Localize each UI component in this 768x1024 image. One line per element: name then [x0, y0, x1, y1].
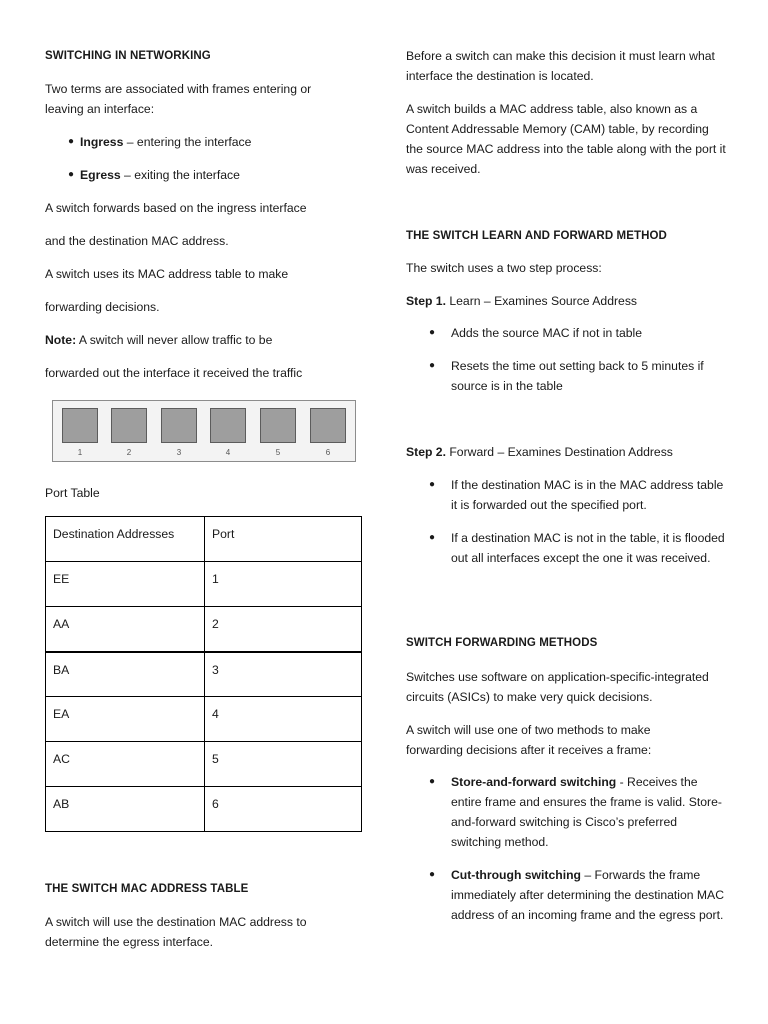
- table-cell-address: EA: [46, 697, 205, 742]
- paragraph-mac-table-line1: A switch uses its MAC address table to make: [45, 267, 289, 281]
- table-header-port: Port: [205, 517, 362, 562]
- bullet-step1-reset: ● Resets the time out setting back to 5 minutes if source is in the table: [429, 356, 729, 396]
- paragraph-two-step: The switch uses a two step process:: [406, 261, 602, 275]
- bullet-icon: ●: [429, 327, 436, 338]
- bullet-cut-through: ● Cut-through switching – Forwards the frame immediately after determining the destination MAC address of an incoming frame and the egress port.: [429, 865, 729, 925]
- note-line2: forwarded out the interface it received the traffic: [45, 366, 303, 380]
- bullet-icon: ●: [429, 532, 436, 543]
- bullet-icon: ●: [429, 869, 436, 880]
- table-cell-address: BA: [46, 652, 205, 697]
- note-line1: Note: A switch will never allow traffic to be: [45, 333, 273, 347]
- table-row: [46, 697, 362, 742]
- table-cell-port: 5: [205, 742, 362, 787]
- table-cell-address: AC: [46, 742, 205, 787]
- table-row: [46, 652, 362, 697]
- paragraph-must-learn: Before a switch can make this decision it must learn what interface the destination is located.: [406, 49, 715, 83]
- heading-learn-and-forward: THE SWITCH LEARN AND FORWARD METHOD: [406, 230, 667, 242]
- port-table: [45, 516, 362, 832]
- switch-port-6: [310, 408, 346, 443]
- bullet-store-and-forward: ● Store-and-forward switching - Receives the entire frame and ensures the frame is valid. Store-and-forward switching is Cisco’s preferred switching method.: [429, 772, 729, 852]
- term-ingress: Ingress: [80, 135, 124, 149]
- port-number-1: 1: [77, 448, 83, 457]
- step1-label: Step 1.: [406, 294, 446, 308]
- bullet-icon: ●: [429, 776, 436, 787]
- bullet-icon: ●: [429, 360, 436, 371]
- port-number-4: 4: [225, 448, 231, 457]
- table-cell-address: AA: [46, 607, 205, 652]
- switch-port-2: [111, 408, 147, 443]
- port-number-6: 6: [325, 448, 331, 457]
- table-cell-address: EE: [46, 562, 205, 607]
- port-number-5: 5: [275, 448, 281, 457]
- table-row: [46, 607, 362, 652]
- term-store-and-forward: Store-and-forward switching: [451, 775, 617, 789]
- heading-switch-mac-address-table: THE SWITCH MAC ADDRESS TABLE: [45, 883, 249, 895]
- bullet-icon: ●: [429, 479, 436, 490]
- heading-forwarding-methods: SWITCH FORWARDING METHODS: [406, 637, 598, 649]
- paragraph-asics: Switches use software on application-specific-integrated circuits (ASICs) to make very quick decisions.: [406, 670, 709, 704]
- paragraph-forwards-line2: and the destination MAC address.: [45, 234, 229, 248]
- paragraph-cam-table: A switch builds a MAC address table, also known as a Content Addressable Memory (CAM) table, by recording the source MAC address into the table along with the port it was received.: [406, 102, 726, 176]
- note-label: Note:: [45, 333, 77, 347]
- table-header-row: [46, 517, 362, 562]
- paragraph-forwards-line1: A switch forwards based on the ingress interface: [45, 201, 307, 215]
- table-cell-address: AB: [46, 787, 205, 832]
- bullet-step2-unknown: ● If a destination MAC is not in the table, it is flooded out all interfaces except the one it was received.: [429, 528, 729, 568]
- table-cell-port: 6: [205, 787, 362, 832]
- step1-heading: Step 1. Learn – Examines Source Address: [406, 294, 638, 308]
- port-table-label: Port Table: [45, 486, 100, 500]
- table-row: [46, 562, 362, 607]
- paragraph-destination-egress: A switch will use the destination MAC address to determine the egress interface.: [45, 915, 307, 949]
- switch-port-3: [161, 408, 197, 443]
- switch-port-1: [62, 408, 98, 443]
- table-cell-port: 1: [205, 562, 362, 607]
- switch-diagram: [52, 400, 356, 462]
- table-cell-port: 2: [205, 607, 362, 652]
- table-cell-port: 3: [205, 652, 362, 697]
- switch-port-5: [260, 408, 296, 443]
- heading-switching-in-networking: SWITCHING IN NETWORKING: [45, 50, 211, 62]
- paragraph-mac-table-line2: forwarding decisions.: [45, 300, 160, 314]
- intro-paragraph: Two terms are associated with frames entering or leaving an interface:: [45, 82, 312, 116]
- table-header-destination: Destination Addresses: [46, 517, 205, 562]
- port-number-2: 2: [126, 448, 132, 457]
- table-row: [46, 742, 362, 787]
- bullet-icon: ●: [68, 169, 75, 180]
- paragraph-two-methods: A switch will use one of two methods to make forwarding decisions after it receives a frame:: [406, 723, 652, 757]
- switch-port-4: [210, 408, 246, 443]
- table-cell-port: 4: [205, 697, 362, 742]
- term-cut-through: Cut-through switching: [451, 868, 581, 882]
- step2-label: Step 2.: [406, 445, 446, 459]
- bullet-ingress: ● Ingress – entering the interface: [68, 132, 358, 152]
- step2-heading: Step 2. Forward – Examines Destination Address: [406, 445, 673, 459]
- bullet-step2-known: ● If the destination MAC is in the MAC address table it is forwarded out the specified port.: [429, 475, 729, 515]
- bullet-icon: ●: [68, 136, 75, 147]
- port-number-3: 3: [176, 448, 182, 457]
- term-egress: Egress: [80, 168, 121, 182]
- table-row: [46, 787, 362, 832]
- bullet-egress: ● Egress – exiting the interface: [68, 165, 358, 185]
- bullet-step1-add: ● Adds the source MAC if not in table: [429, 323, 729, 343]
